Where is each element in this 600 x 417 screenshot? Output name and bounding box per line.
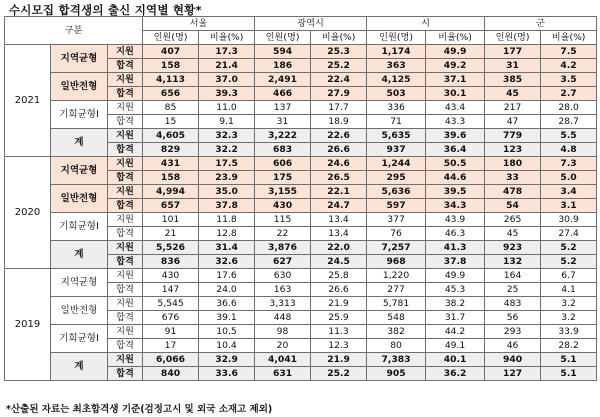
count-cell: 2,491 [255,73,311,87]
row-type-label: 합격 [108,339,143,353]
ratio-cell: 22.0 [311,241,367,255]
count-cell: 277 [367,283,426,297]
count-cell: 3,222 [255,129,311,143]
count-cell: 177 [485,45,541,59]
group-label: 일반전형 [51,73,108,101]
year-cell: 2019 [5,269,51,381]
count-cell: 101 [143,213,199,227]
count-cell: 1,174 [367,45,426,59]
count-cell: 85 [143,101,199,115]
count-cell: 4,113 [143,73,199,87]
admissions-region-table [4,16,597,381]
ratio-cell: 32.3 [199,129,255,143]
count-cell: 630 [255,269,311,283]
ratio-cell: 28.2 [541,339,597,353]
ratio-cell: 36.2 [426,367,485,381]
row-type-label: 합격 [108,227,143,241]
count-cell: 180 [485,157,541,171]
table-title: 수시모집 합격생의 출신 지역별 현황* [9,3,202,17]
count-cell: 265 [485,213,541,227]
ratio-cell: 5.2 [541,241,597,255]
group-label: 계 [51,129,108,157]
ratio-cell: 21.4 [199,59,255,73]
ratio-cell: 10.5 [199,325,255,339]
header-sub-count: 인원(명) [143,31,199,45]
ratio-cell: 43.9 [426,213,485,227]
group-label: 지역균형 [51,269,108,297]
row-type-label: 지원 [108,269,143,283]
count-cell: 385 [485,73,541,87]
ratio-cell: 13.4 [311,213,367,227]
ratio-cell: 49.9 [426,45,485,59]
count-cell: 657 [143,199,199,213]
ratio-cell: 32.2 [199,143,255,157]
ratio-cell: 23.9 [199,171,255,185]
count-cell: 430 [255,199,311,213]
count-cell: 217 [485,101,541,115]
ratio-cell: 3.1 [541,199,597,213]
ratio-cell: 17.6 [199,269,255,283]
ratio-cell: 5.1 [541,353,597,367]
count-cell: 164 [485,269,541,283]
count-cell: 478 [485,185,541,199]
count-cell: 54 [485,199,541,213]
ratio-cell: 24.7 [311,199,367,213]
year-cell: 2020 [5,157,51,269]
ratio-cell: 13.4 [311,227,367,241]
ratio-cell: 33.6 [199,367,255,381]
count-cell: 127 [485,367,541,381]
row-type-label: 지원 [108,241,143,255]
count-cell: 683 [255,143,311,157]
header-region-metro: 광역시 [255,17,367,31]
ratio-cell: 25.3 [311,45,367,59]
header-sub-ratio: 비율(%) [426,31,485,45]
group-label: 기회균형I [51,213,108,241]
ratio-cell: 21.9 [311,353,367,367]
count-cell: 186 [255,59,311,73]
row-type-label: 합격 [108,199,143,213]
count-cell: 76 [367,227,426,241]
count-cell: 46 [485,339,541,353]
ratio-cell: 39.3 [199,87,255,101]
ratio-cell: 11.0 [199,101,255,115]
count-cell: 1,244 [367,157,426,171]
count-cell: 45 [485,227,541,241]
table-row [5,185,597,199]
ratio-cell: 39.6 [426,129,485,143]
count-cell: 71 [367,115,426,129]
row-type-label: 합격 [108,283,143,297]
ratio-cell: 7.5 [541,45,597,59]
row-type-label: 합격 [108,143,143,157]
count-cell: 31 [485,59,541,73]
count-cell: 21 [143,227,199,241]
count-cell: 80 [367,339,426,353]
ratio-cell: 28.0 [541,101,597,115]
group-label: 지역균형 [51,157,108,185]
row-type-label: 지원 [108,73,143,87]
year-cell: 2021 [5,45,51,157]
ratio-cell: 49.1 [426,339,485,353]
row-type-label: 지원 [108,213,143,227]
ratio-cell: 37.0 [199,73,255,87]
ratio-cell: 25.8 [311,269,367,283]
count-cell: 4,605 [143,129,199,143]
group-label: 일반전형 [51,185,108,213]
ratio-cell: 37.8 [426,255,485,269]
header-sub-ratio: 비율(%) [311,31,367,45]
count-cell: 6,066 [143,353,199,367]
count-cell: 606 [255,157,311,171]
count-cell: 17 [143,339,199,353]
ratio-cell: 7.3 [541,157,597,171]
ratio-cell: 10.4 [199,339,255,353]
count-cell: 33 [485,171,541,185]
row-type-label: 지원 [108,353,143,367]
count-cell: 363 [367,59,426,73]
ratio-cell: 26.6 [311,283,367,297]
count-cell: 548 [367,311,426,325]
row-type-label: 합격 [108,255,143,269]
count-cell: 22 [255,227,311,241]
group-label: 지역균형 [51,45,108,73]
count-cell: 466 [255,87,311,101]
ratio-cell: 25.2 [311,59,367,73]
ratio-cell: 24.5 [311,255,367,269]
footnote: *산출된 자료는 최초합격생 기준(검정고시 및 외국 소재고 제외) [6,404,273,415]
group-label: 기회균형I [51,325,108,353]
ratio-cell: 28.7 [541,115,597,129]
count-cell: 3,876 [255,241,311,255]
table-row [5,129,597,143]
count-cell: 483 [485,297,541,311]
ratio-cell: 5.0 [541,171,597,185]
row-type-label: 지원 [108,185,143,199]
row-type-label: 지원 [108,129,143,143]
table-row [5,325,597,339]
ratio-cell: 3.4 [541,185,597,199]
ratio-cell: 11.3 [311,325,367,339]
header-sub-count: 인원(명) [485,31,541,45]
ratio-cell: 22.1 [311,185,367,199]
ratio-cell: 27.9 [311,87,367,101]
ratio-cell: 31.4 [199,241,255,255]
header-sub-count: 인원(명) [255,31,311,45]
ratio-cell: 27.4 [541,227,597,241]
ratio-cell: 49.9 [426,269,485,283]
ratio-cell: 11.8 [199,213,255,227]
header-sub-ratio: 비율(%) [199,31,255,45]
count-cell: 175 [255,171,311,185]
count-cell: 98 [255,325,311,339]
table-row [5,269,597,283]
ratio-cell: 5.2 [541,255,597,269]
ratio-cell: 22.4 [311,73,367,87]
count-cell: 123 [485,143,541,157]
count-cell: 448 [255,311,311,325]
ratio-cell: 4.8 [541,143,597,157]
table-row [5,213,597,227]
ratio-cell: 35.0 [199,185,255,199]
count-cell: 4,125 [367,73,426,87]
ratio-cell: 46.3 [426,227,485,241]
ratio-cell: 3.2 [541,297,597,311]
count-cell: 45 [485,87,541,101]
row-type-label: 합격 [108,311,143,325]
ratio-cell: 39.1 [199,311,255,325]
count-cell: 840 [143,367,199,381]
ratio-cell: 12.8 [199,227,255,241]
count-cell: 147 [143,283,199,297]
ratio-cell: 3.2 [541,311,597,325]
header-region-seoul: 서울 [143,17,255,31]
ratio-cell: 21.9 [311,297,367,311]
count-cell: 47 [485,115,541,129]
ratio-cell: 31.7 [426,311,485,325]
count-cell: 940 [485,353,541,367]
row-type-label: 지원 [108,101,143,115]
ratio-cell: 44.2 [426,325,485,339]
header-sub-ratio: 비율(%) [541,31,597,45]
ratio-cell: 25.9 [311,311,367,325]
ratio-cell: 17.7 [311,101,367,115]
ratio-cell: 36.4 [426,143,485,157]
row-type-label: 지원 [108,297,143,311]
ratio-cell: 32.9 [199,353,255,367]
count-cell: 5,781 [367,297,426,311]
ratio-cell: 43.4 [426,101,485,115]
ratio-cell: 45.3 [426,283,485,297]
count-cell: 20 [255,339,311,353]
ratio-cell: 32.6 [199,255,255,269]
ratio-cell: 44.6 [426,171,485,185]
count-cell: 25 [485,283,541,297]
ratio-cell: 41.3 [426,241,485,255]
row-type-label: 합격 [108,115,143,129]
count-cell: 627 [255,255,311,269]
count-cell: 115 [255,213,311,227]
ratio-cell: 36.6 [199,297,255,311]
ratio-cell: 25.2 [311,367,367,381]
count-cell: 158 [143,171,199,185]
ratio-cell: 26.5 [311,171,367,185]
ratio-cell: 2.7 [541,87,597,101]
table-body [5,45,597,381]
header-region-city: 시 [367,17,485,31]
count-cell: 407 [143,45,199,59]
count-cell: 676 [143,311,199,325]
count-cell: 163 [255,283,311,297]
ratio-cell: 9.1 [199,115,255,129]
group-label: 계 [51,353,108,381]
row-type-label: 합격 [108,87,143,101]
ratio-cell: 43.3 [426,115,485,129]
ratio-cell: 22.6 [311,129,367,143]
table-row [5,73,597,87]
table-row [5,157,597,171]
ratio-cell: 38.2 [426,297,485,311]
count-cell: 631 [255,367,311,381]
table-row [5,241,597,255]
header-row-regions [5,17,597,31]
count-cell: 430 [143,269,199,283]
count-cell: 829 [143,143,199,157]
count-cell: 5,526 [143,241,199,255]
count-cell: 382 [367,325,426,339]
ratio-cell: 17.3 [199,45,255,59]
ratio-cell: 12.3 [311,339,367,353]
ratio-cell: 40.1 [426,353,485,367]
row-type-label: 합격 [108,367,143,381]
ratio-cell: 3.5 [541,73,597,87]
ratio-cell: 5.1 [541,367,597,381]
header-sub-count: 인원(명) [367,31,426,45]
ratio-cell: 4.1 [541,283,597,297]
header-region-county: 군 [485,17,597,31]
count-cell: 137 [255,101,311,115]
count-cell: 656 [143,87,199,101]
count-cell: 923 [485,241,541,255]
count-cell: 293 [485,325,541,339]
count-cell: 3,155 [255,185,311,199]
ratio-cell: 39.5 [426,185,485,199]
count-cell: 31 [255,115,311,129]
table-row [5,45,597,59]
count-cell: 158 [143,59,199,73]
ratio-cell: 34.3 [426,199,485,213]
ratio-cell: 49.2 [426,59,485,73]
header-category: 구분 [5,17,143,45]
group-label: 기회균형I [51,101,108,129]
count-cell: 3,313 [255,297,311,311]
count-cell: 4,994 [143,185,199,199]
count-cell: 377 [367,213,426,227]
ratio-cell: 30.9 [541,213,597,227]
count-cell: 91 [143,325,199,339]
count-cell: 7,257 [367,241,426,255]
count-cell: 5,636 [367,185,426,199]
row-type-label: 지원 [108,157,143,171]
ratio-cell: 5.5 [541,129,597,143]
count-cell: 132 [485,255,541,269]
ratio-cell: 6.7 [541,269,597,283]
count-cell: 5,545 [143,297,199,311]
group-label: 일반전형 [51,297,108,325]
ratio-cell: 50.5 [426,157,485,171]
count-cell: 15 [143,115,199,129]
count-cell: 937 [367,143,426,157]
ratio-cell: 30.1 [426,87,485,101]
count-cell: 503 [367,87,426,101]
ratio-cell: 24.0 [199,283,255,297]
ratio-cell: 17.5 [199,157,255,171]
count-cell: 779 [485,129,541,143]
row-type-label: 합격 [108,59,143,73]
count-cell: 295 [367,171,426,185]
count-cell: 56 [485,311,541,325]
ratio-cell: 37.8 [199,199,255,213]
count-cell: 4,041 [255,353,311,367]
count-cell: 836 [143,255,199,269]
row-type-label: 지원 [108,325,143,339]
count-cell: 594 [255,45,311,59]
ratio-cell: 18.9 [311,115,367,129]
table-row [5,297,597,311]
count-cell: 968 [367,255,426,269]
count-cell: 597 [367,199,426,213]
table-row [5,101,597,115]
row-type-label: 지원 [108,45,143,59]
row-type-label: 합격 [108,171,143,185]
count-cell: 1,220 [367,269,426,283]
group-label: 계 [51,241,108,269]
ratio-cell: 24.6 [311,157,367,171]
count-cell: 5,635 [367,129,426,143]
ratio-cell: 37.1 [426,73,485,87]
count-cell: 336 [367,101,426,115]
ratio-cell: 26.6 [311,143,367,157]
count-cell: 431 [143,157,199,171]
ratio-cell: 4.2 [541,59,597,73]
ratio-cell: 33.9 [541,325,597,339]
count-cell: 7,383 [367,353,426,367]
table-row [5,353,597,367]
count-cell: 905 [367,367,426,381]
